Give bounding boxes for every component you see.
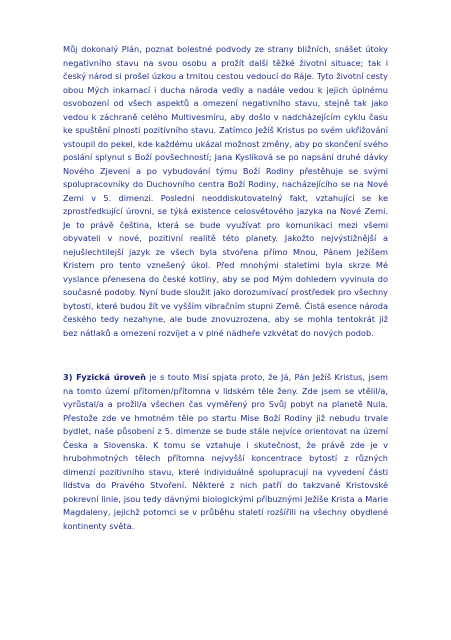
body-paragraph-2 <box>63 371 388 533</box>
body-paragraph-1: Můj dokonalý Plán, poznat bolestné podvody ze strany bližních, snášet útoky negativního stavu na svou osobu a prožít další těžké životní situace; tak i český národ si prošel úzkou a trnitou cestou vedoucí do Ráje. Tyto životní cesty obou Mých inkarnací i ducha národa vedly a nadále vedou k jejich úplnému osvobození od všech aspektů a omezení negativního stavu, stejně tak jako vedou k záchraně celého Multivesmíru, aby došlo v nadcházejícím cyklu času ke spuštění plnosti pozitivního stavu. Zatímco Ježíš Kristus po svém ukřižování vstoupil do pekel, kde každému ukázal možnost změny, aby po skončení svého poslání splynul s Boží povšechností; Jana Kyslíková se po napsání druhé dávky Nového Zjevení a po vybudování týmu Boží Rodiny přestěhuje se svými spolupracovníky do Duchovního centra Boží Rodiny, nacházejícího se na Nové Zemi v 5. dimenzi. Poslední neoddiskutovatelný fakt, vztahující se ke zprostředkující úrovni, se týká existence celosvětového jazyka na Nové Zemi. Je to právě čeština, která se bude využívat pro komunikaci mezi všemi obyvateli v nové, pozitivní realitě této planety. Jakožto nejvýstižnější a nejušlechtilejší jazyk ze všech byla stvořena přímo Mnou, Pánem Ježíšem Kristem pro tento vznešený úkol. Před mnohými staletími byla skrze Mé vyslance přenesena do české kotliny, aby se pod Mým dohledem vyvinula do současné podoby. Nyní bude sloužit jako dorozumívací prostředek pro všechny bytosti, které budou žít ve vyšším vibračním stupni Země. Čistá esence národa českého tedy nezahyne, ale bude znovuzrozena, aby se mohla tentokrát již bez nátlaků a omezení rozvíjet a v plné nádheře vzkvétat do nových podob. <box>63 44 388 338</box>
section-body-text: je s touto Misí spjata proto, že Já, Pán Ježíš Kristus, jsem na tomto území přítomen/přítomna v lidském těle ženy. Zde jsem se vtělil/a, vyrůstal/a a prožil/a všechen čas vyměřený pro Svůj pobyt na planetě Nula. Přestože zde ve hmotném těle po startu Mise Boží Rodiny již nebudu trvale bydlet, naše působení z 5. dimenze se bude stále nejvíce orientovat na území Česka a Slovenska. K tomu se vztahuje i skutečnost, že právě zde je v hrubohmotných tělech přítomna nejvyšší koncentrace bytostí z různých dimenzí pozitivního stavu, které individuálně spolupracují na vyvedení části lidstva do Pravého Stvoření. Některé z nich patří do takzvané Kristovské pokrevní linie, jsou tedy dávnými biologickými příbuznými Ježíše Krista a Marie Magdaleny, jejichž potomci se v průběhu staletí rozšířili na všechny obydlené kontinenty světa. <box>63 372 388 531</box>
section-heading: 3) Fyzická úroveň <box>63 372 146 382</box>
